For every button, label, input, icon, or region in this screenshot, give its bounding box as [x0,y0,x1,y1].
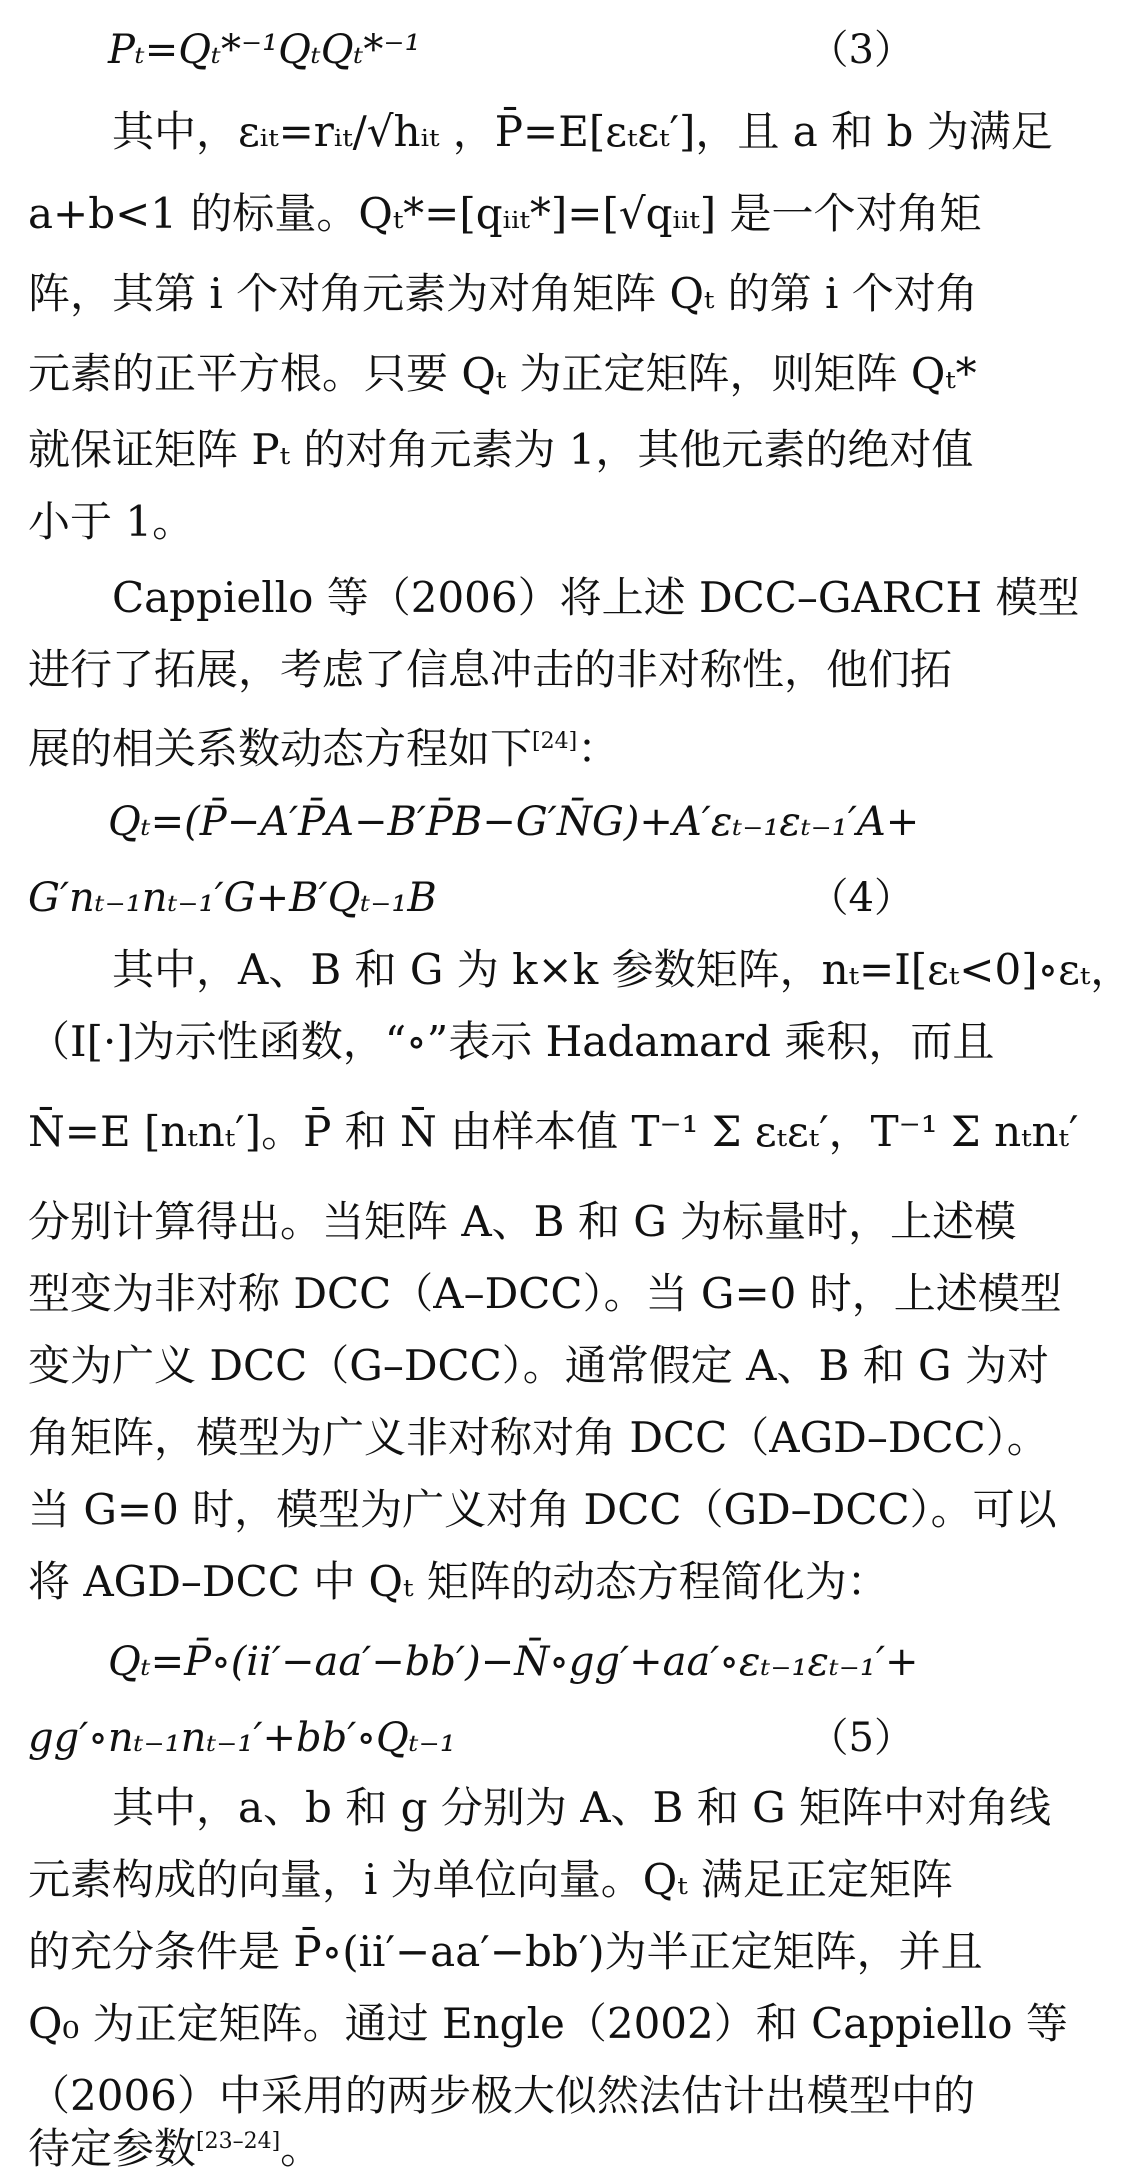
equation-4-body-1: Qₜ=(P̄−A′P̄A−B′P̄B−G′N̄G)+A′εₜ₋₁εₜ₋₁′A+ [108,799,920,845]
equation-3 [28,18,914,82]
para4-line-5: （2006）中采用的两步极大似然法估计出模型中的 [28,2071,975,2120]
para4-line-1: 其中，a、b 和 g 分别为 A、B 和 G 矩阵中对角线 [112,1783,1052,1832]
para4-line-6-text: 待定参数 [28,2124,197,2173]
para1-line-5: 就保证矩阵 Pₜ 的对角元素为 1，其他元素的绝对值 [28,425,974,474]
para1-line-2: a+b<1 的标量。Qₜ*=[qᵢᵢₜ*]=[√qᵢᵢₜ] 是一个对角矩 [28,189,982,238]
equation-5-body-1: Qₜ=P̄∘(ii′−aa′−bb′)−N̄∘gg′+aa′∘εₜ₋₁εₜ₋₁′+ [108,1639,919,1685]
para3-line-6: 变为广义 DCC（G–DCC）。通常假定 A、B 和 G 为对 [28,1341,1049,1390]
para1-line-1: 其中，εᵢₜ=rᵢₜ/√hᵢₜ ，P̄=E[εₜεₜ′]，且 a 和 b 为满足 [112,107,1053,156]
para1-line-3: 阵，其第 i 个对角元素为对角矩阵 Qₜ 的第 i 个对角 [28,269,978,318]
citation-24: [24] [532,729,578,754]
equation-3-body: Pₜ=Qₜ*⁻¹QₜQₜ*⁻¹ [108,27,421,73]
para3-line-5: 型变为非对称 DCC（A–DCC）。当 G=0 时，上述模型 [28,1269,1062,1318]
para3-line-8: 当 G=0 时，模型为广义对角 DCC（GD–DCC）。可以 [28,1485,1057,1534]
equation-5-line-1 [28,1630,919,1694]
para3-line-7: 角矩阵，模型为广义非对称对角 DCC（AGD–DCC）。 [28,1413,1049,1462]
para3-line-2: （I[·]为示性函数，“∘”表示 Hadamard 乘积，而且 [28,1017,995,1066]
equation-3-number: （3） [808,27,914,73]
para2-line-3 [28,710,914,774]
equation-5-number: （5） [808,1715,914,1761]
equation-5-line-2 [28,1706,914,1770]
para4-line-4: Q₀ 为正定矩阵。通过 Engle（2002）和 Cappiello 等 [28,1999,1068,2048]
equation-4-body-2: G′nₜ₋₁nₜ₋₁′G+B′Qₜ₋₁B [28,875,437,921]
para2-line-3-end: ： [577,724,620,773]
equation-5-body-2: gg′∘nₜ₋₁nₜ₋₁′+bb′∘Qₜ₋₁ [28,1715,456,1761]
para2-line-1: Cappiello 等（2006）将上述 DCC–GARCH 模型 [112,573,1080,622]
equation-4-line-1 [28,790,920,854]
para4-line-6 [28,2110,914,2174]
para4-line-6-end: 。 [280,2124,323,2173]
para1-line-4: 元素的正平方根。只要 Qₜ 为正定矩阵，则矩阵 Qₜ* [28,349,977,398]
equation-4-number: （4） [808,875,914,921]
citation-23-24: [23–24] [196,2129,281,2154]
para2-line-2: 进行了拓展，考虑了信息冲击的非对称性，他们拓 [28,645,953,694]
para1-line-6: 小于 1。 [28,497,195,546]
para3-line-9: 将 AGD–DCC 中 Qₜ 矩阵的动态方程简化为： [28,1557,889,1606]
equation-4-line-2 [28,866,914,930]
para4-line-3: 的充分条件是 P̄∘(ii′−aa′−bb′)为半正定矩阵，并且 [28,1927,983,1976]
para3-line-3: N̄=E [nₜnₜ′]。P̄ 和 N̄ 由样本值 T⁻¹ Σ εₜεₜ′，T⁻¹ Σ nₜnₜ′ [28,1107,1079,1156]
para3-line-1: 其中，A、B 和 G 为 k×k 参数矩阵，nₜ=I[εₜ<0]∘εₜ， [112,945,1132,994]
para2-line-3-text: 展的相关系数动态方程如下 [28,724,533,773]
para4-line-2: 元素构成的向量，i 为单位向量。Qₜ 满足正定矩阵 [28,1855,953,1904]
para3-line-4: 分别计算得出。当矩阵 A、B 和 G 为标量时，上述模 [28,1197,1017,1246]
